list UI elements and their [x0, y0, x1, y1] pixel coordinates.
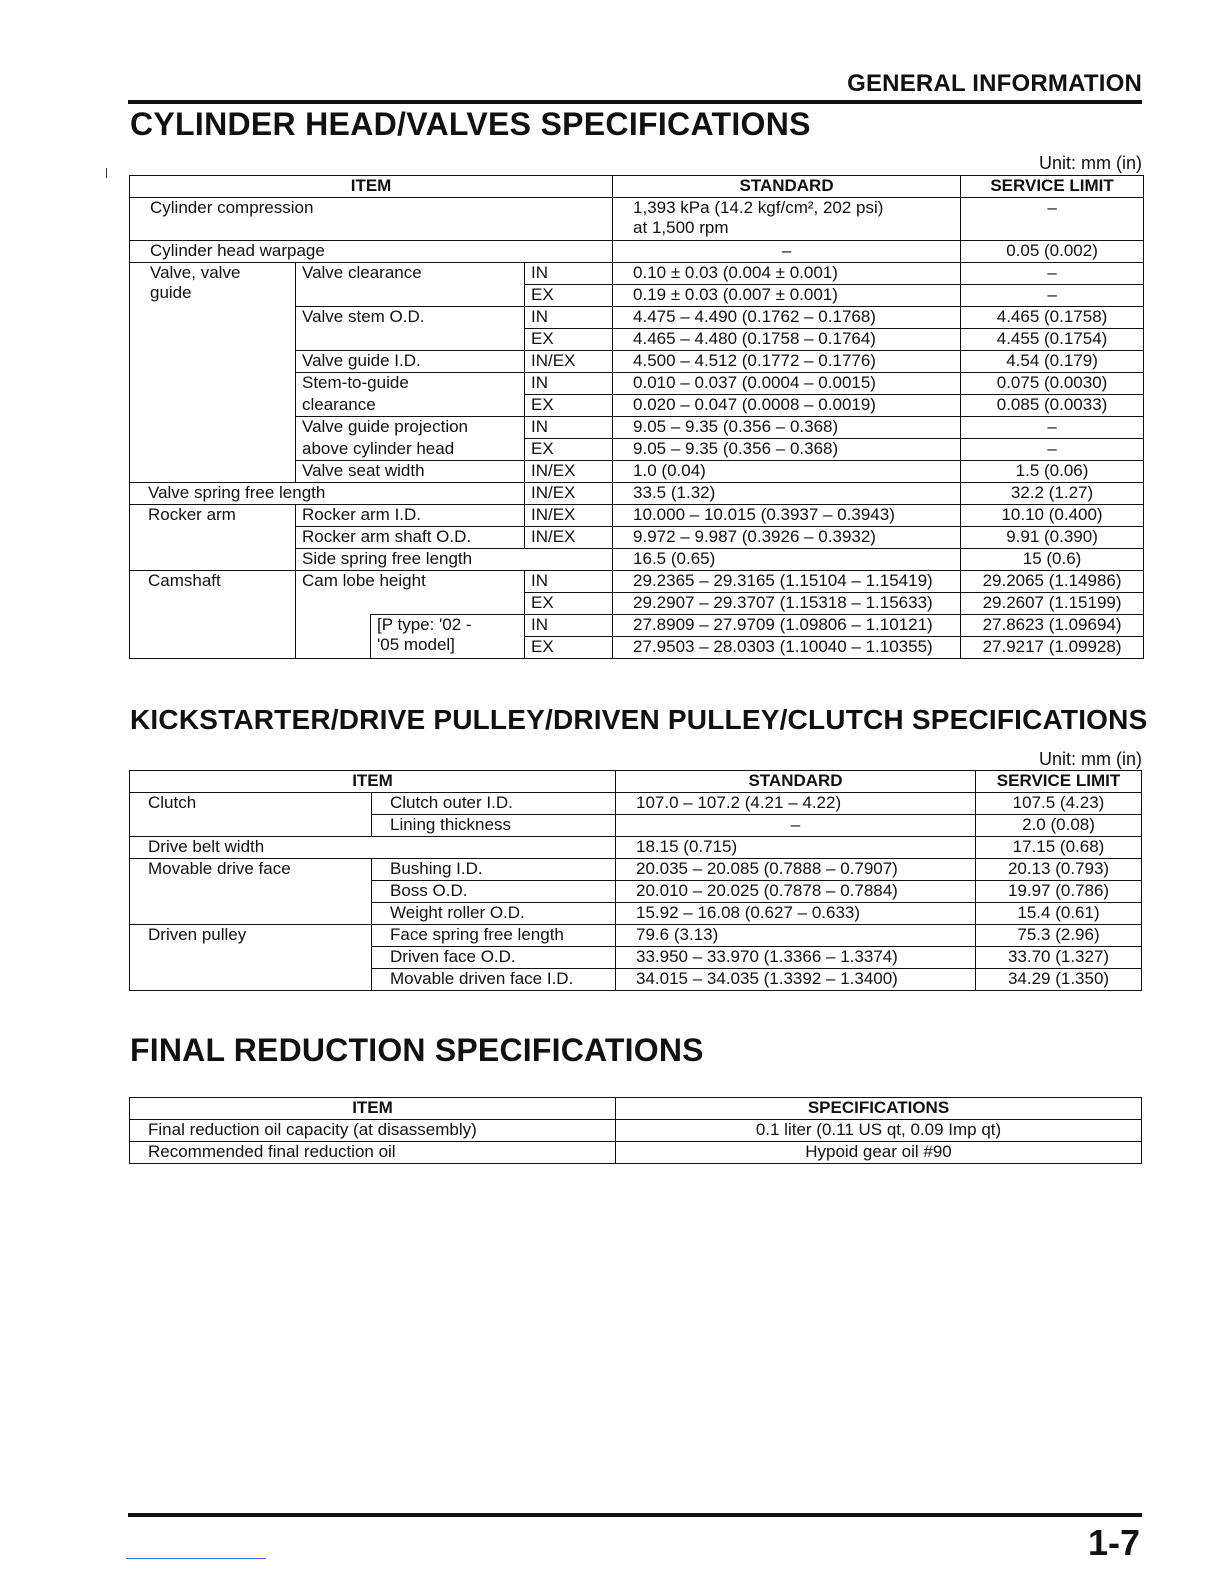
row-limit: 0.085 (0.0033) [961, 395, 1144, 417]
row-standard: 27.8909 – 27.9709 (1.09806 – 1.10121) [613, 615, 961, 637]
row-standard: 34.015 – 34.035 (1.3392 – 1.3400) [616, 969, 976, 991]
row-limit: 34.29 (1.350) [976, 969, 1142, 991]
row-limit: 2.0 (0.08) [976, 815, 1142, 837]
row-limit: 15.4 (0.61) [976, 903, 1142, 925]
footer-link-underline [126, 1558, 266, 1559]
row-sub: clearance [296, 395, 525, 417]
row-limit: 107.5 (4.23) [976, 793, 1142, 815]
row-spec: 0.1 liter (0.11 US qt, 0.09 Imp qt) [616, 1120, 1142, 1142]
table-row [130, 505, 1144, 527]
row-limit: 4.455 (0.1754) [961, 329, 1144, 351]
row-standard: 10.000 – 10.015 (0.3937 – 0.3943) [613, 505, 961, 527]
row-limit: 9.91 (0.390) [961, 527, 1144, 549]
row-item: Cylinder head warpage [130, 241, 613, 263]
row-limit: 32.2 (1.27) [961, 483, 1144, 505]
row-limit: 15 (0.6) [961, 549, 1144, 571]
row-limit: 0.05 (0.002) [961, 241, 1144, 263]
row-standard: 20.035 – 20.085 (0.7888 – 0.7907) [616, 859, 976, 881]
row-standard: 9.972 – 9.987 (0.3926 – 0.3932) [613, 527, 961, 549]
row-side: IN [525, 307, 613, 329]
row-standard: – [616, 815, 976, 837]
row-standard: 4.465 – 4.480 (0.1758 – 0.1764) [613, 329, 961, 351]
table-header-row [130, 176, 1144, 198]
row-sub: Side spring free length [296, 549, 613, 571]
header-service-limit: SERVICE LIMIT [961, 176, 1144, 198]
group-valve: Valve, valve guide [130, 263, 296, 483]
row-standard: 0.010 – 0.037 (0.0004 – 0.0015) [613, 373, 961, 395]
row-side: IN [525, 263, 613, 285]
row-limit: 29.2065 (1.14986) [961, 571, 1144, 593]
row-side: IN/EX [525, 351, 613, 373]
cylinder-unit-label: Unit: mm (in) [1039, 153, 1142, 173]
table-row [130, 483, 1144, 505]
kickstarter-table [129, 770, 1142, 991]
row-item: Cylinder compression [130, 198, 613, 241]
row-standard: 20.010 – 20.025 (0.7878 – 0.7884) [616, 881, 976, 903]
row-standard: 1.0 (0.04) [613, 461, 961, 483]
p-type-note: [P type: '02 - '05 model] [371, 615, 525, 659]
row-standard: 107.0 – 107.2 (4.21 – 4.22) [616, 793, 976, 815]
row-item: Final reduction oil capacity (at disassembly) [130, 1120, 616, 1142]
row-standard: 0.19 ± 0.03 (0.007 ± 0.001) [613, 285, 961, 307]
table-row [130, 263, 1144, 285]
row-limit: 4.54 (0.179) [961, 351, 1144, 373]
header-item: ITEM [130, 771, 616, 793]
row-side: IN [525, 417, 613, 439]
row-standard: 1,393 kPa (14.2 kgf/cm², 202 psi) at 1,500 rpm [613, 198, 961, 241]
header-standard: STANDARD [613, 176, 961, 198]
cylinder-head-table [129, 175, 1144, 659]
final-reduction-table [129, 1097, 1142, 1164]
row-sub: Valve clearance [296, 263, 525, 307]
section-header: GENERAL INFORMATION [847, 70, 1142, 97]
row-item: Valve spring free length [130, 483, 525, 505]
row-sub: Lining thickness [372, 815, 616, 837]
row-limit: 10.10 (0.400) [961, 505, 1144, 527]
row-sub: Face spring free length [372, 925, 616, 947]
row-limit: 1.5 (0.06) [961, 461, 1144, 483]
row-limit: – [961, 417, 1144, 439]
table-row [130, 793, 1142, 815]
table-row [130, 241, 1144, 263]
row-standard: 9.05 – 9.35 (0.356 – 0.368) [613, 439, 961, 461]
blank-cell [296, 615, 371, 659]
row-side: IN/EX [525, 527, 613, 549]
row-side: IN/EX [525, 505, 613, 527]
cylinder-head-title: CYLINDER HEAD/VALVES SPECIFICATIONS [130, 106, 811, 142]
row-side: EX [525, 593, 613, 615]
row-sub: Rocker arm shaft O.D. [296, 527, 525, 549]
row-sub: Clutch outer I.D. [372, 793, 616, 815]
row-standard: 79.6 (3.13) [616, 925, 976, 947]
row-limit: – [961, 198, 1144, 241]
row-standard: – [613, 241, 961, 263]
row-sub: Stem-to-guide [296, 373, 525, 395]
row-limit: 0.075 (0.0030) [961, 373, 1144, 395]
row-standard: 4.475 – 4.490 (0.1762 – 0.1768) [613, 307, 961, 329]
header-rule [128, 100, 1142, 104]
group-movable-drive-face: Movable drive face [130, 859, 372, 925]
row-standard: 0.020 – 0.047 (0.0008 – 0.0019) [613, 395, 961, 417]
row-sub: Valve seat width [296, 461, 525, 483]
row-standard: 15.92 – 16.08 (0.627 – 0.633) [616, 903, 976, 925]
table-header-row [130, 1098, 1142, 1120]
row-sub: Movable driven face I.D. [372, 969, 616, 991]
kickstarter-title: KICKSTARTER/DRIVE PULLEY/DRIVEN PULLEY/CLUTCH SPECIFICATIONS [130, 704, 1148, 735]
table-row [130, 1142, 1142, 1164]
row-standard: 18.15 (0.715) [616, 837, 976, 859]
row-sub: Rocker arm I.D. [296, 505, 525, 527]
header-specifications: SPECIFICATIONS [616, 1098, 1142, 1120]
footer-rule [128, 1513, 1142, 1517]
row-side: EX [525, 439, 613, 461]
row-limit: 19.97 (0.786) [976, 881, 1142, 903]
row-limit: 29.2607 (1.15199) [961, 593, 1144, 615]
row-limit: 4.465 (0.1758) [961, 307, 1144, 329]
row-sub: Valve guide projection [296, 417, 525, 439]
table-row [130, 1120, 1142, 1142]
group-camshaft: Camshaft [130, 571, 296, 659]
row-standard: 29.2365 – 29.3165 (1.15104 – 1.15419) [613, 571, 961, 593]
row-limit: 17.15 (0.68) [976, 837, 1142, 859]
header-item: ITEM [130, 176, 613, 198]
row-limit: – [961, 439, 1144, 461]
row-limit: 27.9217 (1.09928) [961, 637, 1144, 659]
row-sub: Bushing I.D. [372, 859, 616, 881]
table-row [130, 571, 1144, 593]
margin-tick [106, 168, 107, 178]
row-standard: 9.05 – 9.35 (0.356 – 0.368) [613, 417, 961, 439]
row-side: EX [525, 285, 613, 307]
row-sub: Weight roller O.D. [372, 903, 616, 925]
row-limit: 27.8623 (1.09694) [961, 615, 1144, 637]
row-sub: Cam lobe height [296, 571, 525, 615]
header-service-limit: SERVICE LIMIT [976, 771, 1142, 793]
row-item: Recommended final reduction oil [130, 1142, 616, 1164]
row-standard: 4.500 – 4.512 (0.1772 – 0.1776) [613, 351, 961, 373]
row-item: Drive belt width [130, 837, 616, 859]
row-side: IN [525, 373, 613, 395]
row-standard: 27.9503 – 28.0303 (1.10040 – 1.10355) [613, 637, 961, 659]
kick-unit-label: Unit: mm (in) [1039, 749, 1142, 769]
row-limit: 33.70 (1.327) [976, 947, 1142, 969]
row-limit: 75.3 (2.96) [976, 925, 1142, 947]
header-standard: STANDARD [616, 771, 976, 793]
row-sub: Driven face O.D. [372, 947, 616, 969]
row-side: IN/EX [525, 461, 613, 483]
row-limit: – [961, 263, 1144, 285]
row-sub: above cylinder head [296, 439, 525, 461]
row-sub: Valve stem O.D. [296, 307, 525, 351]
row-side: IN [525, 615, 613, 637]
row-side: IN/EX [525, 483, 613, 505]
final-reduction-title: FINAL REDUCTION SPECIFICATIONS [130, 1032, 704, 1068]
table-header-row [130, 771, 1142, 793]
row-sub: Valve guide I.D. [296, 351, 525, 373]
row-side: EX [525, 329, 613, 351]
row-spec: Hypoid gear oil #90 [616, 1142, 1142, 1164]
row-standard: 33.5 (1.32) [613, 483, 961, 505]
table-row [130, 859, 1142, 881]
row-standard: 0.10 ± 0.03 (0.004 ± 0.001) [613, 263, 961, 285]
group-rocker: Rocker arm [130, 505, 296, 571]
row-side: EX [525, 637, 613, 659]
group-clutch: Clutch [130, 793, 372, 837]
row-sub: Boss O.D. [372, 881, 616, 903]
row-side: IN [525, 571, 613, 593]
row-standard: 16.5 (0.65) [613, 549, 961, 571]
table-row [130, 925, 1142, 947]
group-driven-pulley: Driven pulley [130, 925, 372, 991]
table-row [130, 837, 1142, 859]
row-standard: 29.2907 – 29.3707 (1.15318 – 1.15633) [613, 593, 961, 615]
header-item: ITEM [130, 1098, 616, 1120]
table-row [130, 198, 1144, 241]
page-number: 1-7 [1087, 1522, 1140, 1563]
row-standard: 33.950 – 33.970 (1.3366 – 1.3374) [616, 947, 976, 969]
row-limit: 20.13 (0.793) [976, 859, 1142, 881]
row-limit: – [961, 285, 1144, 307]
row-side: EX [525, 395, 613, 417]
